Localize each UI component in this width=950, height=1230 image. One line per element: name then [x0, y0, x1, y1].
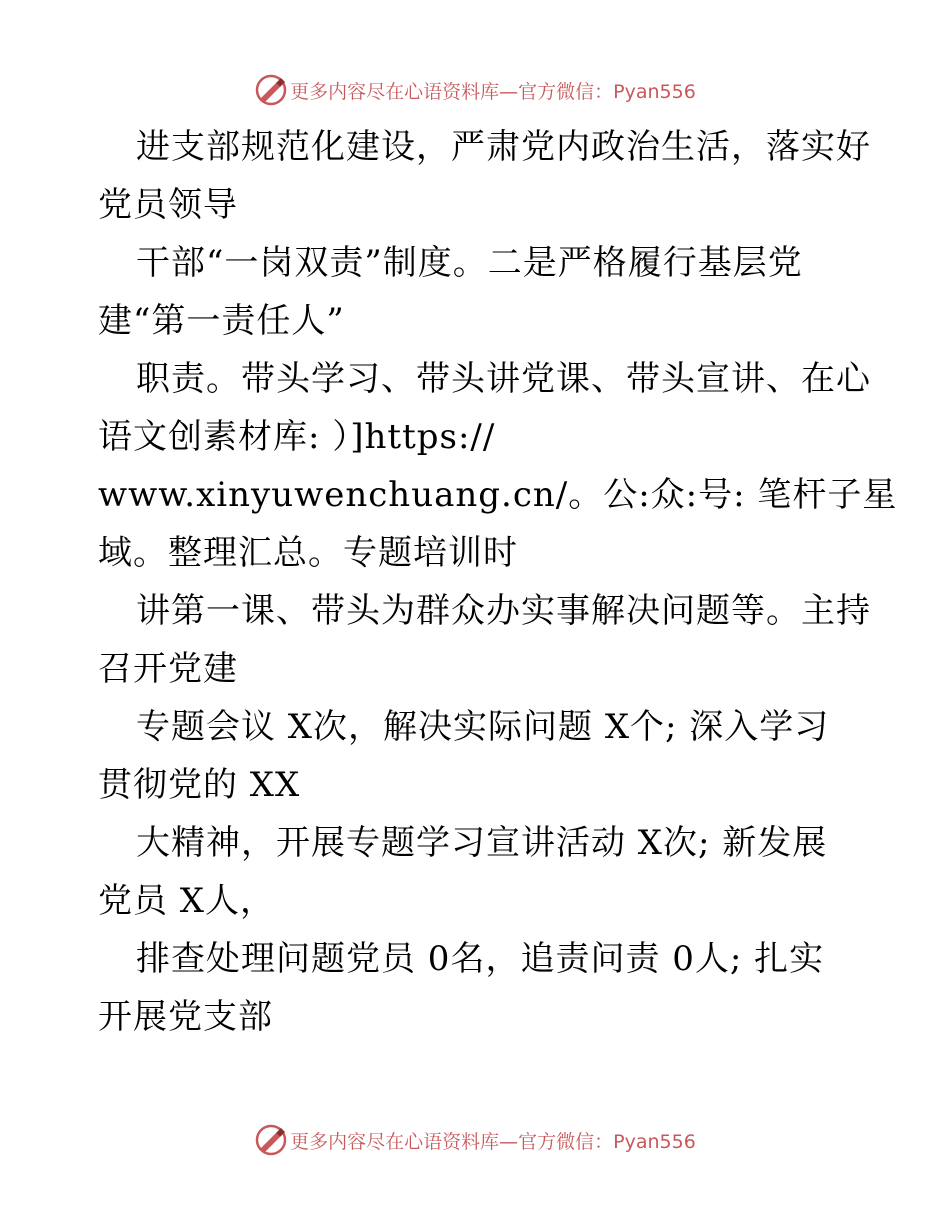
text-line: 职责。带头学习、带头讲党课、带头宣讲、在心 [136, 359, 871, 399]
text-line: 域。整理汇总。专题培训时 [98, 533, 518, 573]
footer-watermark [0, 1120, 950, 1160]
text-line: 进支部规范化建设，严肃党内政治生活，落实好 [136, 127, 871, 167]
text-line: www.xinyuwenchuang.cn/。公:众:号: 笔杆子星 [98, 475, 898, 515]
footer-watermark-text: 更多内容尽在心语资料库—官方微信：Pyan556 [290, 1130, 696, 1153]
text-line: 排查处理问题党员 0名，追责问责 0人; 扎实 [136, 939, 825, 979]
pen-logo-icon [254, 73, 288, 107]
header-watermark-text: 更多内容尽在心语资料库—官方微信：Pyan556 [290, 80, 696, 103]
text-line: 贯彻党的 XX [98, 765, 301, 805]
text-line: 语文创素材库: ）]https:// [98, 417, 496, 457]
text-line: 干部“一岗双责”制度。二是严格履行基层党 [136, 243, 803, 283]
text-line: 大精神，开展专题学习宣讲活动 X次; 新发展 [136, 823, 828, 863]
pen-logo-icon [254, 1123, 288, 1157]
text-line: 党员 X人， [98, 881, 276, 921]
text-line: 专题会议 X次，解决实际问题 X个; 深入学习 [136, 707, 830, 747]
text-line: 党员领导 [98, 185, 238, 225]
text-line: 召开党建 [98, 649, 238, 689]
header-watermark [0, 70, 950, 110]
text-line: 建“第一责任人” [98, 301, 345, 341]
text-line: 开展党支部 [98, 997, 273, 1037]
text-line: 讲第一课、带头为群众办实事解决问题等。主持 [136, 591, 871, 631]
document-body [98, 118, 898, 1046]
